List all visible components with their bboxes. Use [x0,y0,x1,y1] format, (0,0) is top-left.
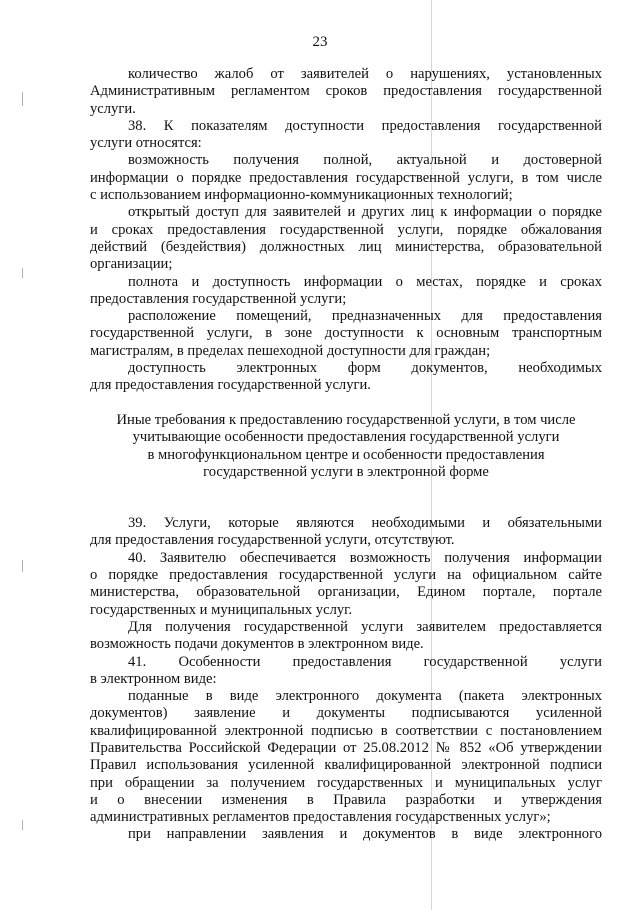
text-line: 38. К показателям доступности предоставления государственной [128,117,602,134]
page-number: 23 [312,34,328,50]
text-line: 41. Особенности предоставления государственной услуги [128,653,602,670]
text-line: при направлении заявления и документов в виде электронного [128,826,602,843]
text-line: административных регламентов предоставления государственных услуг»; [90,809,551,826]
text-line: услуги. [90,100,136,117]
text-line: количество жалоб от заявителей о нарушениях, установленных [128,66,602,82]
text-line: поданные в виде электронного документа (пакета электронных [128,688,602,705]
text-line: предоставления государственной услуги; [90,290,347,307]
text-line: Для получения государственной услуги заявителем предоставляется [128,618,602,635]
text-line: 40. Заявителю обеспечивается возможность получения информации [128,549,602,566]
text-line: доступность электронных форм документов, необходимых [128,360,602,377]
spacer [90,481,602,515]
section-heading-line: учитывающие особенности предоставления государственной услуги [132,429,560,446]
text-line: полнота и доступность информации о местах, порядке и сроках [128,273,602,290]
text-line: магистралям, в пределах пешеходной доступности для граждан; [90,342,491,359]
text-line: министерства, образовательной организации, Едином портале, портале [90,584,602,601]
text-line: государственных и муниципальных услуг. [90,601,353,618]
text-line: расположение помещений, предназначенных для предоставления [128,308,602,325]
text-line: информации о порядке предоставления государственной услуги, в том числе [90,169,602,186]
text-line: квалифицированной электронной подписью в соответствии с постановлением [90,722,602,739]
text-line: организации; [90,256,173,273]
text-line: Административным регламентом сроков предоставления государственной [90,83,602,100]
text-line: 39. Услуги, которые являются необходимыми и обязательными [128,515,602,532]
section-heading-line: Иные требования к предоставлению государственной услуги, в том числе [116,411,576,428]
text-line: государственной услуги, в зоне доступности к основным транспортным [90,325,602,342]
text-line: открытый доступ для заявителей и других лиц к информации о порядке [128,204,602,221]
text-line: возможность подачи документов в электронном виде. [90,636,424,653]
text-line: возможность получения полной, актуальной и достоверной [128,152,602,169]
text-line: при обращении за получением государственных и муниципальных услуг [90,774,602,791]
text-line: с использованием информационно-коммуникационных технологий; [90,187,513,204]
text-line: Правительства Российской Федерации от 25.08.2012 № 852 «Об утверждении [90,739,602,756]
text-line: документов) заявление и документы подписываются усиленной [90,705,602,722]
document-body [90,66,602,844]
section-heading-line: в многофункциональном центре и особенности предоставления [147,446,545,463]
text-line: действий (бездействия) должностных лиц министерства, образовательной [90,238,602,255]
text-line: и о внесении изменения в Правила разработки и утверждения [90,791,602,808]
text-line: для предоставления государственной услуги. [90,377,371,394]
text-line: и сроках предоставления государственной услуги, порядке обжалования [90,221,602,238]
text-line: о порядке предоставления государственной услуги на официальном сайте [90,567,602,584]
text-line: для предоставления государственной услуги, отсутствуют. [90,532,455,549]
spacer [90,395,602,412]
text-line: услуги относятся: [90,135,202,152]
text-line: Правил использования усиленной квалифицированной электронной подписи [90,757,602,774]
section-heading-line: государственной услуги в электронной форме [203,463,489,480]
text-line: в электронном виде: [90,670,217,687]
